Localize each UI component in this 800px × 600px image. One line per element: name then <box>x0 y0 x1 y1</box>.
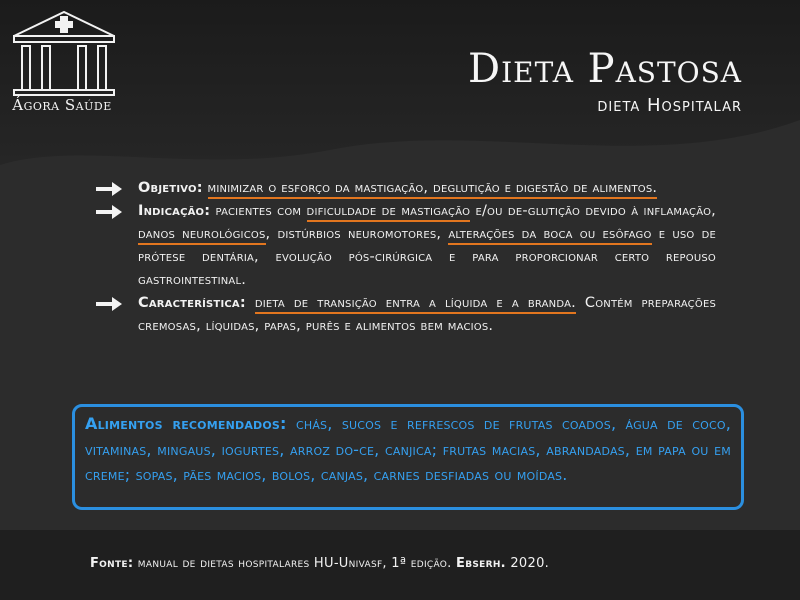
arrow-right-icon <box>96 205 122 219</box>
caracteristica-item <box>96 292 716 338</box>
page-subtitle: dieta Hospitalar <box>597 95 742 116</box>
footer-source <box>90 556 549 571</box>
footer-source-text: manual de dietas hospitalares HU-Univasf, 1ª edição. <box>137 556 452 571</box>
footer-org: Ebserh. <box>456 556 506 571</box>
indicacao-highlight-3: alterações da boca ou esôfago <box>448 226 651 245</box>
indicacao-text-3: , distúrbios neuromotores, <box>265 226 442 242</box>
footer-label: Fonte: <box>90 556 134 571</box>
objetivo-label: Objetivo: <box>138 180 203 196</box>
caracteristica-label: Característica: <box>138 295 246 311</box>
objetivo-text: minimizar o esforço da mastigação, deglutição e digestão de alimentos. <box>208 180 658 199</box>
footer-year: 2020. <box>510 556 550 571</box>
indicacao-text-4: e uso de prótese dentária, evolução pós-cirúrgica e para proporcionar certo repouso gastrointestinal. <box>138 226 717 288</box>
page-title: Dieta Pastosa <box>468 46 742 92</box>
arrow-right-icon <box>96 182 122 196</box>
arrow-right-icon <box>96 297 122 311</box>
indicacao-highlight-1: dificuldade de mastigação <box>307 203 471 222</box>
logo-name: Ágora Saúde <box>12 96 112 114</box>
caracteristica-highlight: dieta de transição entra a líquida e a branda. <box>255 295 576 314</box>
indicacao-text-2: e/ou de-glutição devido à inflamação, <box>475 203 716 219</box>
recommended-foods-box <box>72 404 744 510</box>
content <box>96 177 716 338</box>
objetivo-item <box>96 177 716 200</box>
recommended-label: Alimentos recomendados: <box>85 414 287 433</box>
caracteristica-text: Contém preparações cremosas, líquidas, papas, purês e alimentos bem macios. <box>138 295 717 334</box>
indicacao-item <box>96 200 716 292</box>
indicacao-label: Indicação: <box>138 203 211 219</box>
indicacao-text-1: pacientes com <box>215 203 302 219</box>
recommended-text: chás, sucos e refrescos de frutas coados, água de coco, vitaminas, mingaus, iogurtes, arroz do-ce, canjica; frutas macias, abrandadas, em papa ou em creme; sopas, pães macios, bolos, canjas, carnes desfiadas ou moídas. <box>85 414 731 484</box>
indicacao-highlight-2: danos neurológicos <box>138 226 266 245</box>
